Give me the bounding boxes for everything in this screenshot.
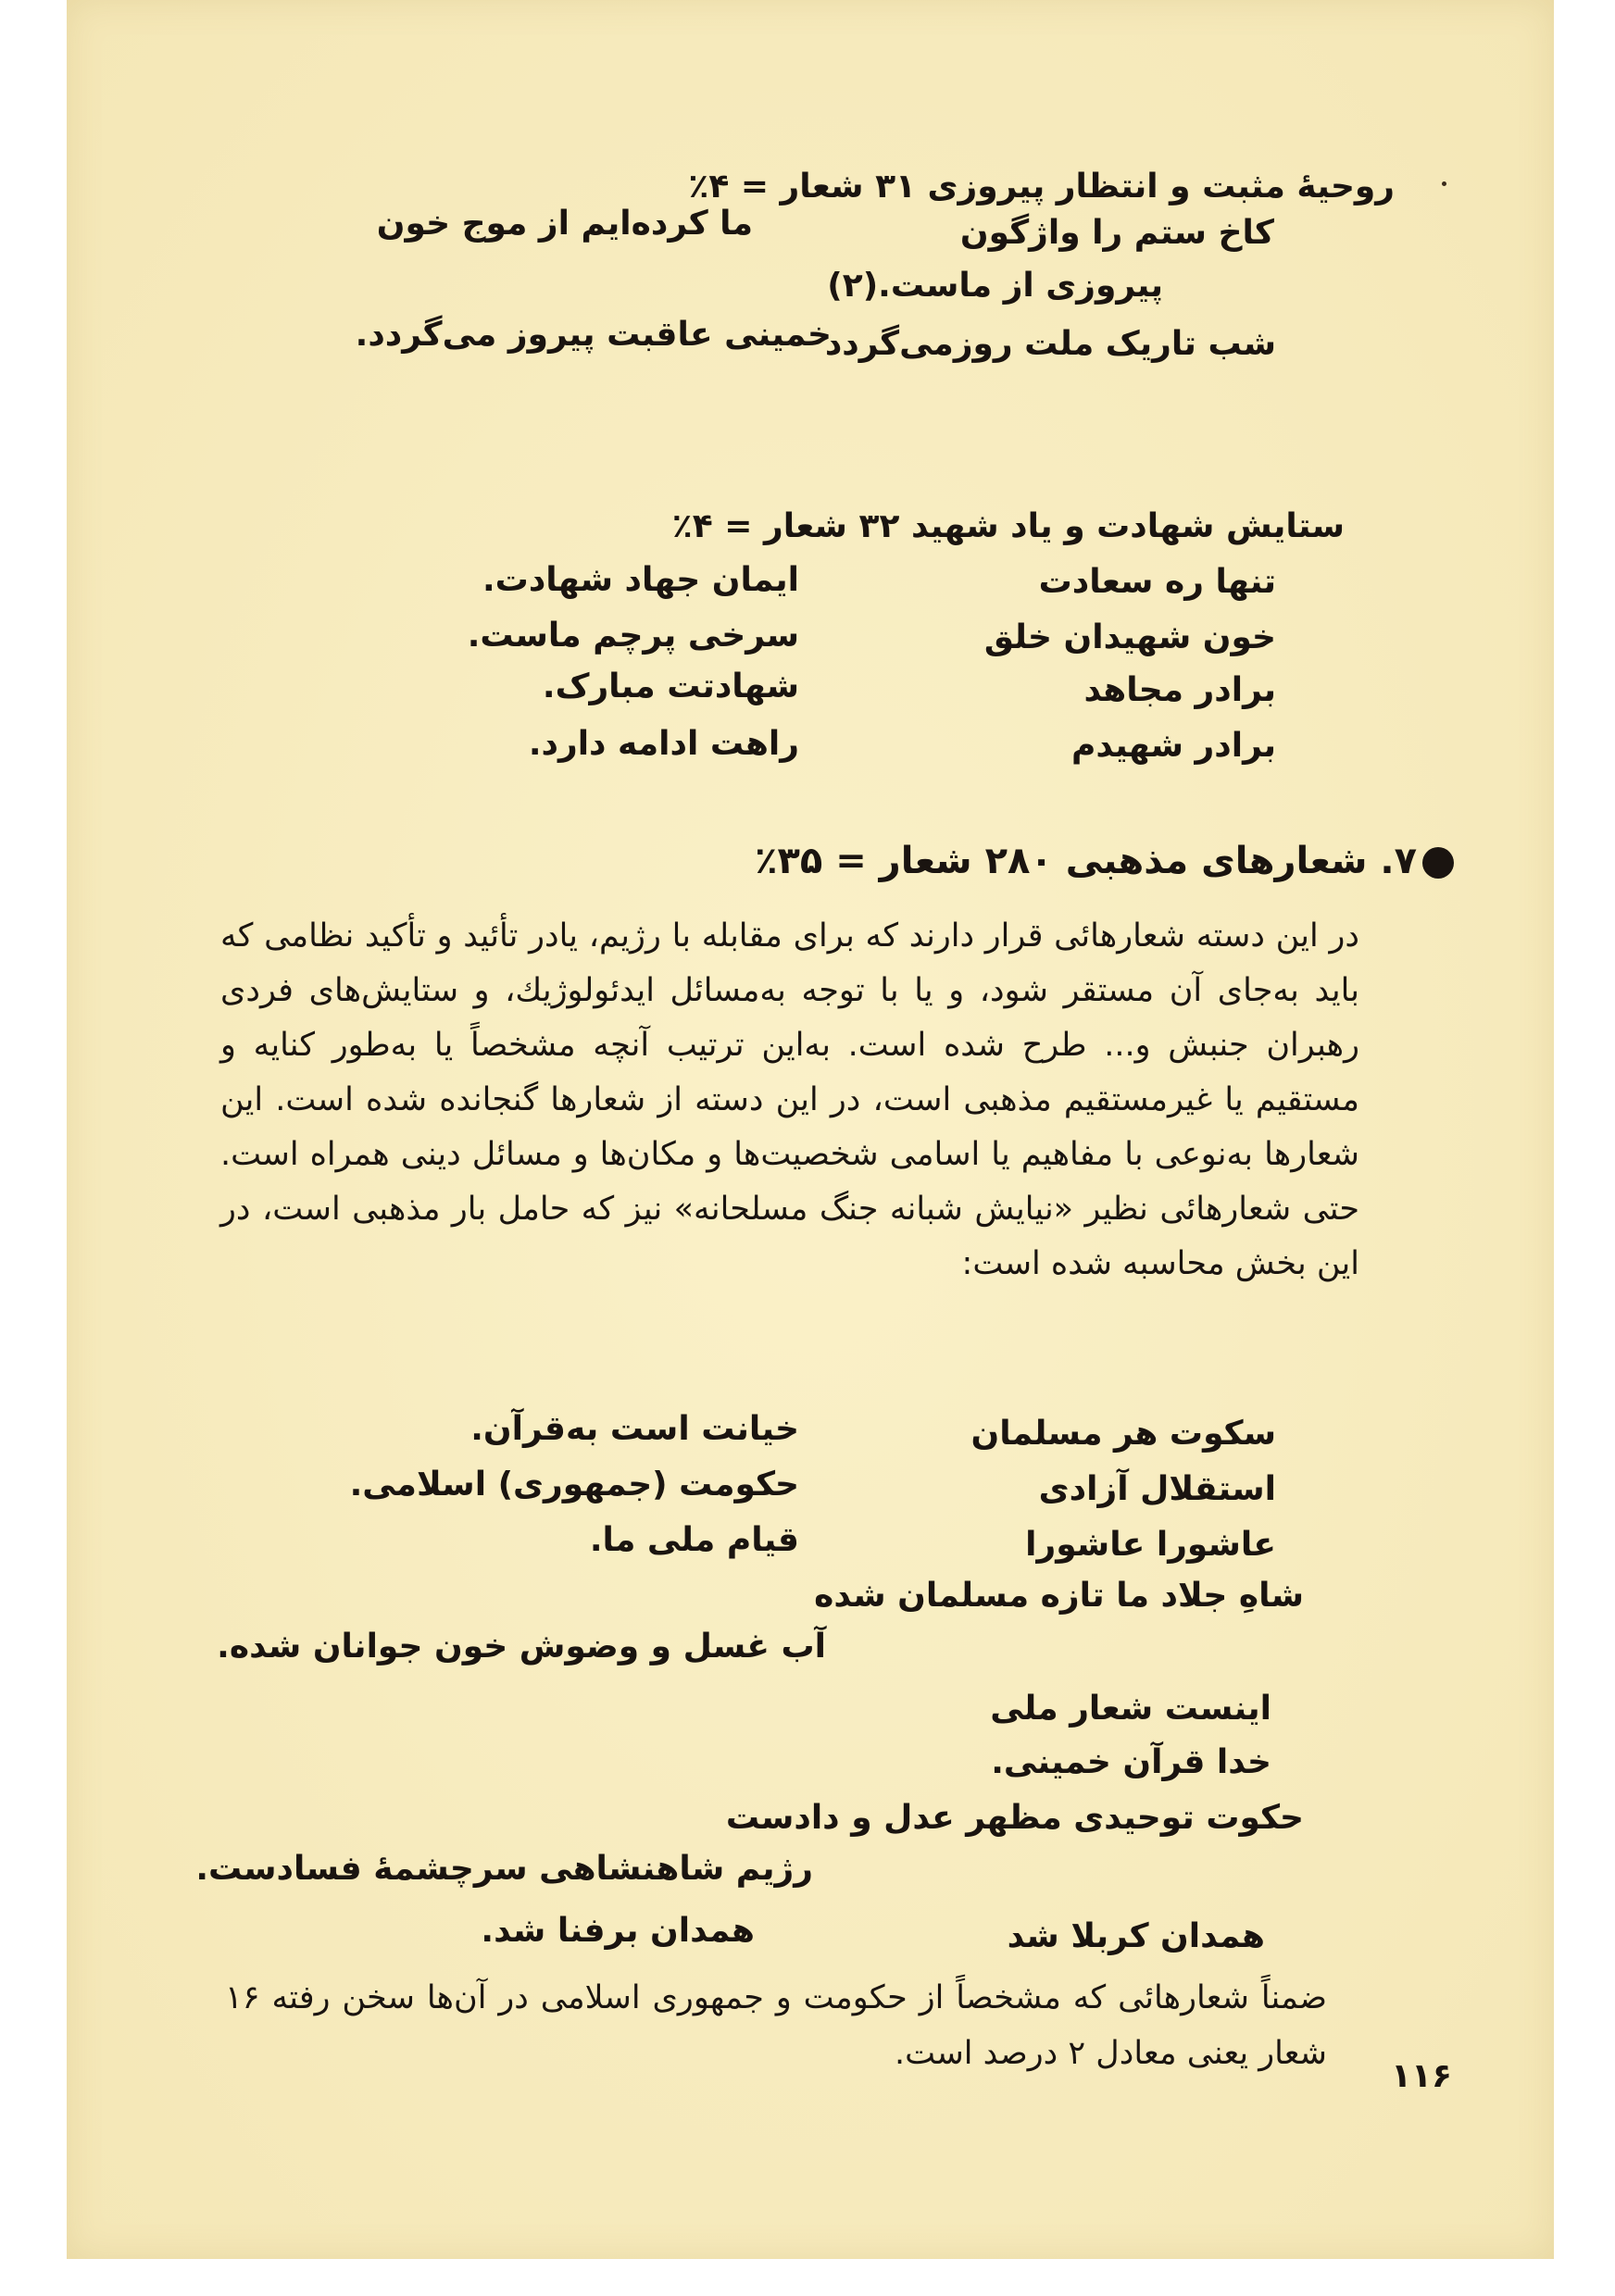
verse-line: قیام ملی ما. (589, 1521, 799, 1559)
closing-paragraph: ضمناً شعارهائی که مشخصاً از حکومت و جمهوری اسلامی در آن‌ها سخن رفته ۱۶ شعار یعنی معادل ۲ درصد است. (225, 1979, 1327, 2072)
verse-line: شب تاریک ملت روزمی‌گردد (824, 325, 1276, 363)
verse-line: تنها ره سعادت (1038, 563, 1276, 601)
verse-line: حکوت توحیدی مظهر عدل و دادست (725, 1799, 1304, 1837)
book-page (67, 0, 1554, 2259)
verse-line: شاهِ جلاد ما تازه مسلمان شده (814, 1577, 1304, 1615)
section-heading-religious: ۷. شعارهای مذهبی ۲۸۰ شعار = ۳۵٪ (755, 839, 1454, 883)
verse-line: آب غسل و وضوش خون جوانان شده. (217, 1628, 826, 1666)
verse-line: رژیم شاهنشاهی سرچشمهٔ فسادست. (195, 1850, 813, 1888)
verse-line: همدان کربلا شد (1007, 1917, 1265, 1955)
speck-mark (1442, 181, 1446, 186)
verse-line: همدان برفنا شد. (481, 1912, 755, 1950)
verse-line: خمینی عاقبت پیروز می‌گردد. (355, 316, 832, 354)
verse-line: کاخ ستم را واژگون (959, 214, 1274, 252)
verse-line: برادر مجاهد (1083, 671, 1276, 709)
section-heading-martyrdom: ستایش شهادت و یاد شهید ۳۲ شعار = ۴٪ (671, 507, 1345, 545)
verse-line: اینست شعار ملی (990, 1690, 1271, 1728)
verse-line: پیروزی از ماست.(۲) (827, 267, 1163, 305)
verse-line: برادر شهیدم (1070, 727, 1276, 765)
body-paragraph: در این دسته شعارهائی قرار دارند که برای مقابله با رژیم، یادر تأئید و تأکید نظامی که باید به‌جای آن مستقر شود، و یا با توجه به‌مسائل ایدئولوژیك، و ستایش‌های فردی رهبران جنبش و... طرح شده است. به‌این ترتیب آنچه مشخصاً یا به‌طور کنایه و مستقیم یا غیرمستقیم مذهبی است، در این دسته از شعارها گنجانده شده است. این شعارها به‌نوعی با مفاهیم یا اسامی شخصیت‌ها و مکان‌ها و مسائل دینی همراه است. حتی شعارهائی نظیر «نیایش شبانه جنگ مسلحانه» نیز که حامل بار مذهبی است، در این بخش محاسبه شده است: (220, 917, 1359, 1282)
verse-line: خیانت است به‌قرآن. (470, 1410, 799, 1448)
verse-line: عاشورا عاشورا (1025, 1526, 1276, 1564)
verse-line: سکوت هر مسلمان (970, 1415, 1276, 1453)
verse-line: ایمان جهاد شهادت. (482, 561, 799, 599)
verse-line: استقلال آزادی (1038, 1470, 1276, 1508)
section-heading-optimism: روحیهٔ مثبت و انتظار پیروزی ۳۱ شعار = ۴٪ (688, 168, 1395, 206)
verse-line: ما کرده‌ایم از موج خون (376, 205, 753, 243)
verse-line: حکومت (جمهوری) اسلامی. (349, 1466, 799, 1504)
verse-line: راهت ادامه دارد. (528, 725, 799, 763)
verse-line: خون شهیدان خلق (983, 618, 1276, 656)
bullet-icon (1422, 847, 1454, 879)
verse-line: شهادتت مبارک. (542, 668, 799, 705)
page-number: ۱۱۶ (1391, 2057, 1452, 2095)
verse-line: خدا قرآن خمینی. (991, 1743, 1271, 1781)
verse-line: سرخی پرچم ماست. (467, 617, 799, 655)
